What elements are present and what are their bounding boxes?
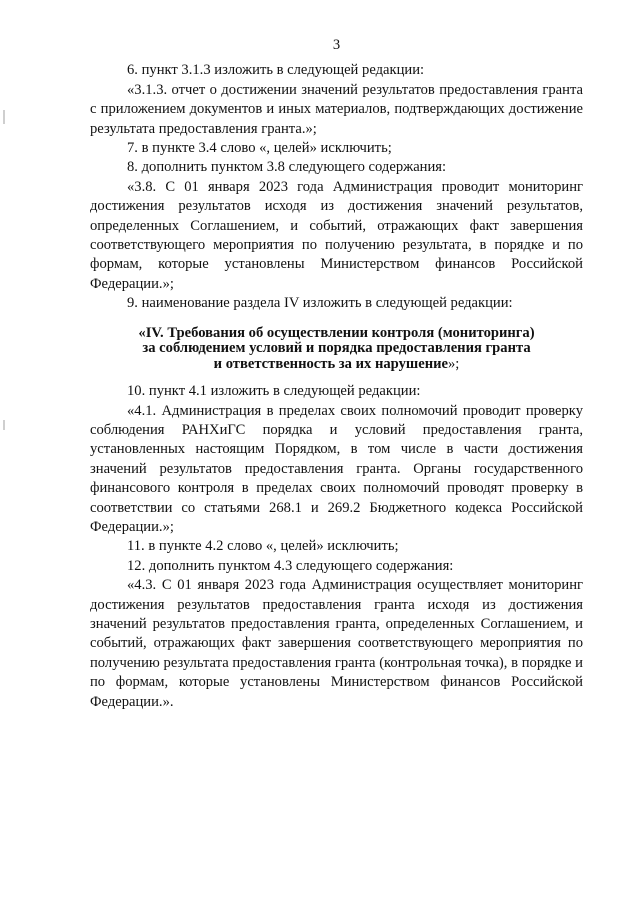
paragraph: «3.1.3. отчет о достижении значений результатов предоставления гранта с приложением документов и иных материалов, подтверждающих достижение результата предоставления гранта.»; (90, 81, 583, 137)
section-heading-text: и ответственность за их нарушение (213, 355, 448, 372)
paragraph: 12. дополнить пунктом 4.3 следующего содержания: (127, 557, 454, 574)
section-heading (90, 326, 583, 373)
scan-edge-mark (3, 110, 5, 124)
paragraph: 9. наименование раздела IV изложить в следующей редакции: (127, 295, 513, 312)
section-heading-line (90, 357, 583, 373)
paragraph: 10. пункт 4.1 изложить в следующей редакции: (127, 383, 421, 400)
paragraph: 8. дополнить пунктом 3.8 следующего содержания: (127, 159, 447, 176)
paragraph: «4.3. С 01 января 2023 года Администрация осуществляет мониторинг достижения результатов предоставления гранта исходя из достижения значений результатов предоставления гранта, определенных Соглашением, и событий, отражающих факт завершения соответствующего мероприятия по получению результата предоставления гранта (контрольная точка), в порядке и по формам, которые установлены Министерством финансов Российской Федерации.». (90, 577, 583, 710)
section-heading-line: «IV. Требования об осуществлении контроля (мониторинга) (138, 324, 535, 341)
section-heading-line: за соблюдением условий и порядка предоставления гранта (142, 340, 531, 357)
paragraph: «4.1. Администрация в пределах своих полномочий проводит проверку соблюдения РАНХиГС порядка и условий предоставления гранта, установленных настоящим Порядком, в том числе в части достижения значений результатов предоставления гранта. Органы государственного финансового контроля в пределах своих полномочий проводят проверку в соответствии со статьями 268.1 и 269.2 Бюджетного кодекса Российской Федерации.»; (90, 402, 583, 536)
section-heading-tail: »; (448, 355, 460, 372)
document-page (90, 36, 583, 712)
page-number: 3 (332, 37, 341, 53)
paragraph: 7. в пункте 3.4 слово «, целей» исключить; (127, 140, 392, 157)
paragraph: «3.8. С 01 января 2023 года Администрация проводит мониторинг достижения результатов исходя из достижения значений результатов, определенных Соглашением, и событий, отражающих факт завершения соответствующего мероприятия по получению результата, в порядке и по формам, которые установлены Министерством финансов Российской Федерации.»; (90, 178, 583, 292)
paragraph: 6. пункт 3.1.3 изложить в следующей редакции: (127, 62, 425, 79)
paragraph: 11. в пункте 4.2 слово «, целей» исключить; (127, 538, 399, 555)
scan-edge-mark (3, 420, 5, 430)
